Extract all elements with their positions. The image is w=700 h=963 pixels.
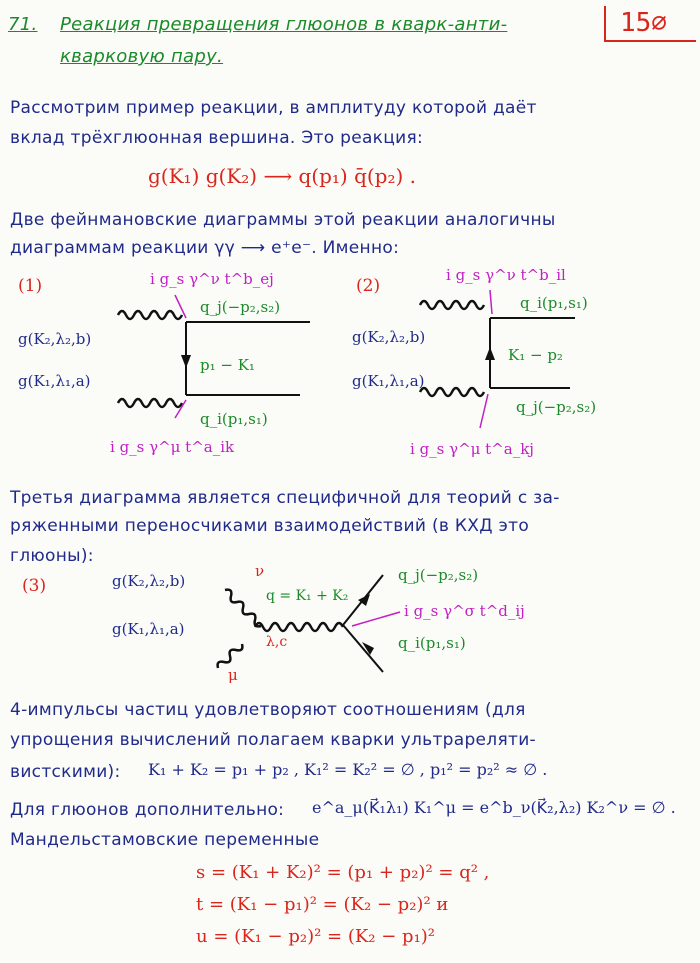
d3-quark-top-label: q_j(−p₂,s₂) [398,566,479,584]
third-line3: глюоны): [10,546,94,566]
d3-momentum-label: q = K₁ + K₂ [266,588,349,604]
d3-nu-label: ν [255,562,265,580]
third-line1: Третья диаграмма является специфичной для теорий с за- [10,488,560,508]
d1-propagator-label: p₁ − K₁ [200,356,255,374]
d2-propagator-label: K₁ − p₂ [508,346,563,364]
d3-gluon-top-label: g(K₂,λ₂,b) [112,572,186,590]
d1-vertex-bottom-pointer [175,400,186,418]
d2-quark-bottom-label: q_j(−p₂,s₂) [516,398,597,416]
d2-gluon-top [420,301,484,309]
mandelstam-u: u = (K₁ − p₂)² = (K₂ − p₁)² [196,926,436,947]
d2-vertex-top-label: i g_s γ^ν t^b_il [446,266,566,284]
d3-gluon-top [225,590,261,627]
third-line2: ряженными переносчиками взаимодействий (в КХД это [10,516,530,536]
kin-line3a: вистскими): [10,762,121,782]
d2-quark-top-label: q_i(p₁,s₁) [520,294,588,312]
kin-line1: 4-импульсы частиц удовлетворяют соотношениям (для [10,700,526,720]
mandelstam-t: t = (K₁ − p₁)² = (K₂ − p₂)² и [196,894,449,915]
d3-quark-bottom [343,625,383,672]
d2-vertex-bottom-pointer [480,394,488,428]
section-number: 71. [8,14,38,35]
d1-vertex-bottom-label: i g_s γ^μ t^a_ik [110,438,235,456]
intro-line1: Рассмотрим пример реакции, в амплитуду которой даёт [10,98,537,118]
d1-propagator-arrow [181,355,191,368]
d2-propagator-arrow [485,347,495,360]
mandelstam-s: s = (K₁ + K₂)² = (p₁ + p₂)² = q² , [196,862,490,883]
section-title-line1: Реакция превращения глюонов в кварк-анти- [60,14,508,35]
intro-line2: вклад трёхглюонная вершина. Это реакция: [10,128,424,148]
d3-gluon-bottom-label: g(K₁,λ₁,a) [112,620,185,638]
d3-lambda-c-label: λ,c [266,634,288,650]
d2-gluon-bottom-label: g(K₁,λ₁,a) [352,372,425,390]
feynman-line2: диаграммам реакции γγ ⟶ e⁺e⁻. Именно: [10,238,400,258]
d1-gluon-bottom [118,399,182,407]
d1-vertex-top-label: i g_s γ^ν t^b_ej [150,270,274,288]
d1-gluon-top [118,311,182,319]
d1-gluon-top-label: g(K₂,λ₂,b) [18,330,92,348]
kin-line5: Мандельстамовские переменные [10,830,320,850]
diagram-3-label: (3) [22,576,47,596]
diagram-2-label: (2) [356,276,381,296]
kin-line2: упрощения вычислений полагаем кварки ультрареляти- [10,730,536,750]
d1-quark-bottom-label: q_i(p₁,s₁) [200,410,268,428]
d2-vertex-bottom-label: i g_s γ^μ t^a_kj [410,440,534,458]
d2-vertex-top-pointer [490,290,492,314]
feynman-line1: Две фейнмановские диаграммы этой реакции аналогичны [10,210,556,230]
d3-gluon-propagator [255,623,343,631]
d3-vertex-pointer [352,612,400,626]
d3-mu-label: μ [228,666,238,684]
d2-gluon-bottom [420,388,484,396]
d3-vertex-label: i g_s γ^σ t^d_ij [404,602,525,620]
d1-quark-top-label: q_j(−p₂,s₂) [200,298,281,316]
kin-line4a: Для глюонов дополнительно: [10,800,285,820]
diagram-1-label: (1) [18,276,43,296]
d1-vertex-top-pointer [175,295,186,318]
reaction-equation: g(K₁) g(K₂) ⟶ q(p₁) q̄(p₂) . [148,164,417,188]
section-title-line2: кварковую пару. [60,46,224,67]
d3-quark-bottom-label: q_i(p₁,s₁) [398,634,466,652]
d2-gluon-top-label: g(K₂,λ₂,b) [352,328,426,346]
kin-gluon-condition: e^a_μ(K⃗₁λ₁) K₁^μ = e^b_ν(K⃗₂,λ₂) K₂^ν = ∅ . [312,798,676,817]
page-number: 15∅ [620,8,667,38]
kin-relations: K₁ + K₂ = p₁ + p₂ , K₁² = K₂² = ∅ , p₁² = p₂² ≈ ∅ . [148,760,548,779]
d3-gluon-bottom [218,644,243,668]
d1-gluon-bottom-label: g(K₁,λ₁,a) [18,372,91,390]
